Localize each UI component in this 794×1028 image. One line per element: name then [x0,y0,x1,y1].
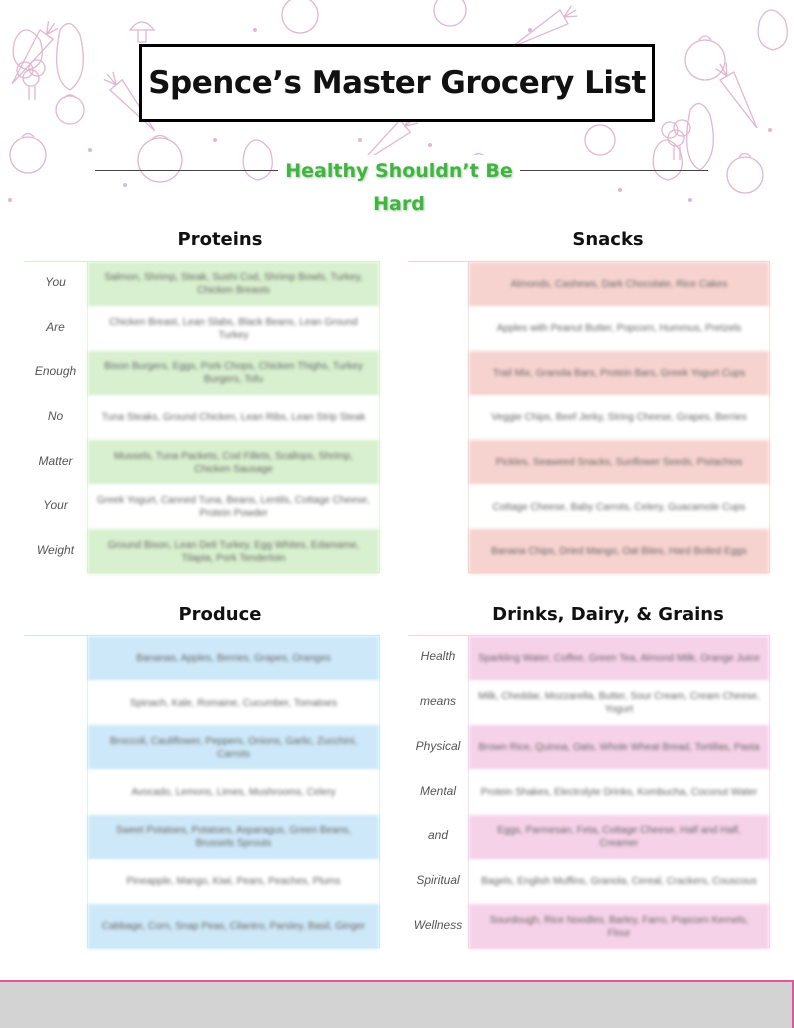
list-item: Avocado, Lemons, Limes, Mushrooms, Celery [88,770,379,815]
list-item: Ground Bison, Lean Deli Turkey, Egg Whites, Edamame, Tilapia, Pork Tenderloin [88,529,379,574]
drinks-dairy-grains-title: Drinks, Dairy, & Grains [492,604,724,625]
snacks-table [408,261,770,573]
proteins-table [24,261,380,573]
row-label: Enough [34,364,77,379]
list-item: Trail Mix, Granola Bars, Protein Bars, Greek Yogurt Cups [469,351,769,396]
row-label: Matter [38,453,73,468]
list-item: Sourdough, Rice Noodles, Barley, Farro, Popcorn Kernels, Flour [469,904,769,949]
row-label: You [45,275,66,290]
row-label: Are [46,319,65,334]
item-cells [468,261,770,573]
list-item: Tuna Steaks, Ground Chicken, Lean Ribs, Lean Strip Steak [88,396,379,441]
item-cells [468,635,770,948]
row-label-column [408,635,468,948]
row-label: Your [43,498,68,513]
page-title: Spence’s Master Grocery List [148,65,646,101]
list-item: Cottage Cheese, Baby Carrots, Celery, Guacamole Cups [469,485,769,530]
list-item: Brown Rice, Quinoa, Oats, Whole Wheat Bread, Tortillas, Pasta [469,725,769,770]
item-cells [87,261,380,573]
list-item: Apples with Peanut Butter, Popcorn, Hummus, Pretzels [469,307,769,352]
row-label: Weight [36,542,75,557]
list-item: Bison Burgers, Eggs, Pork Chops, Chicken Thighs, Turkey Burgers, Tofu [88,351,379,396]
list-item: Milk, Cheddar, Mozzarella, Butter, Sour Cream, Cream Cheese, Yogurt [469,681,769,726]
list-item: Chicken Breast, Lean Slabs, Black Beans, Lean Ground Turkey [88,307,379,352]
produce-table [24,635,380,948]
tagline-rule-left [95,170,280,171]
title-box [139,44,655,122]
tagline: Healthy Shouldn’t Be Hard [278,155,520,221]
list-item: Protein Shakes, Electrolyte Drinks, Kombucha, Coconut Water [469,770,769,815]
produce-title: Produce [178,604,262,625]
row-label: Health [420,649,456,664]
list-item: Broccoli, Cauliflower, Peppers, Onions, Garlic, Zucchini, Carrots [88,725,379,770]
list-item: Veggie Chips, Beef Jerky, String Cheese, Grapes, Berries [469,396,769,441]
row-label: Mental [419,783,457,798]
table-top-rule [24,635,87,636]
list-item: Banana Chips, Dried Mango, Oat Bites, Hard Boiled Eggs [469,529,769,574]
row-label: and [427,828,449,843]
list-item: Almonds, Cashews, Dark Chocolate, Rice Cakes [469,262,769,307]
table-top-rule [408,261,468,262]
item-cells [87,635,380,948]
list-item: Bagels, English Muffins, Granola, Cereal, Crackers, Couscous [469,860,769,905]
row-label: Spiritual [416,872,460,887]
row-label: means [419,694,457,709]
tagline-rule-right [518,170,708,171]
list-item: Salmon, Shrimp, Steak, Sushi Cod, Shrimp Bowls, Turkey, Chicken Breasts [88,262,379,307]
row-label: Physical [415,738,461,753]
drinks-dairy-grains-table [408,635,770,948]
list-item: Sparkling Water, Coffee, Green Tea, Almond Milk, Orange Juice [469,636,769,681]
list-item: Sweet Potatoes, Potatoes, Asparagus, Green Beans, Brussels Sprouts [88,815,379,860]
list-item: Cabbage, Corn, Snap Peas, Cilantro, Parsley, Basil, Ginger [88,904,379,949]
row-label: Wellness [413,917,463,932]
list-item: Spinach, Kale, Romaine, Cucumber, Tomatoes [88,681,379,726]
row-label-column [24,261,87,573]
snacks-title: Snacks [572,229,644,250]
proteins-title: Proteins [177,229,263,250]
list-item: Mussels, Tuna Packets, Cod Fillets, Scallops, Shrimp, Chicken Sausage [88,440,379,485]
list-item: Pineapple, Mango, Kiwi, Pears, Peaches, Plums [88,860,379,905]
row-label: No [47,409,64,423]
list-item: Greek Yogurt, Canned Tuna, Beans, Lentils, Cottage Cheese, Protein Powder [88,485,379,530]
footer-bar [0,980,794,1028]
list-item: Pickles, Seaweed Snacks, Sunflower Seeds, Pistachios [469,440,769,485]
list-item: Bananas, Apples, Berries, Grapes, Oranges [88,636,379,681]
list-item: Eggs, Parmesan, Feta, Cottage Cheese, Half and Half, Creamer [469,815,769,860]
